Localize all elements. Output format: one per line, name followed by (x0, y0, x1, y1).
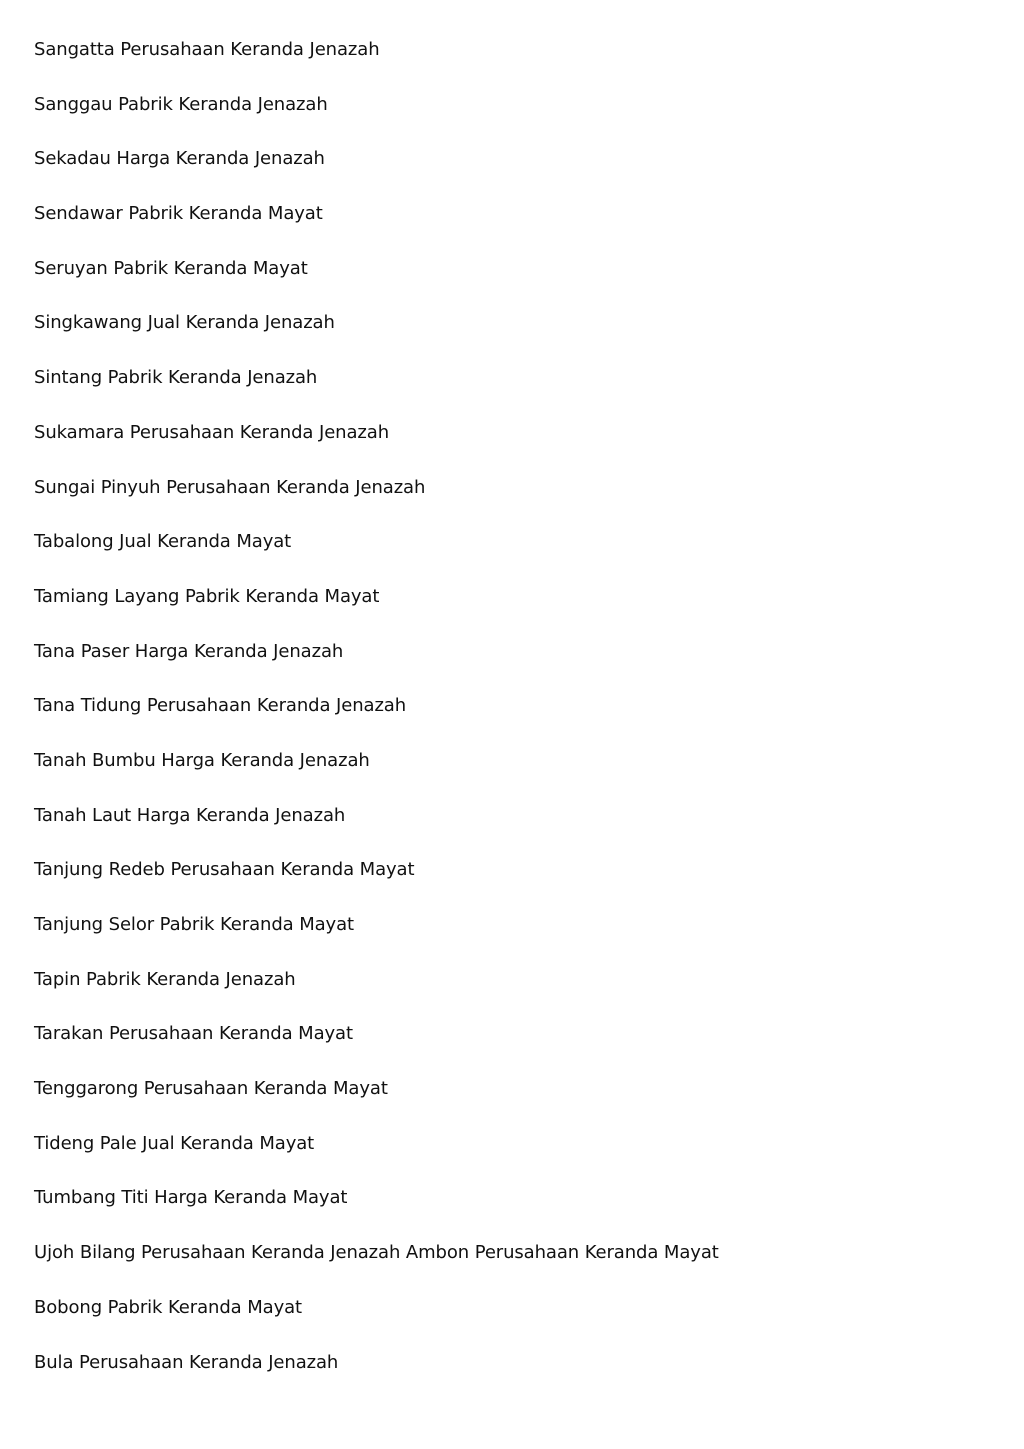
listing-line: Tamiang Layang Pabrik Keranda Mayat (34, 585, 380, 607)
listing-line: Tana Paser Harga Keranda Jenazah (34, 640, 344, 662)
listing-line: Bobong Pabrik Keranda Mayat (34, 1296, 303, 1318)
listing-line: Sendawar Pabrik Keranda Mayat (34, 203, 323, 225)
listing-line: Sintang Pabrik Keranda Jenazah (34, 367, 318, 389)
listing-line: Sekadau Harga Keranda Jenazah (34, 148, 325, 170)
listing-lines (34, 37, 719, 1404)
listing-line: Tenggarong Perusahaan Keranda Mayat (34, 1078, 388, 1100)
listing-line: Singkawang Jual Keranda Jenazah (34, 312, 335, 334)
listing-line: Sangatta Perusahaan Keranda Jenazah (34, 39, 380, 60)
listing-line: Tanjung Redeb Perusahaan Keranda Mayat (34, 859, 415, 881)
listing-line: Ujoh Bilang Perusahaan Keranda Jenazah Ambon Perusahaan Keranda Mayat (34, 1242, 719, 1264)
listing-line: Sukamara Perusahaan Keranda Jenazah (34, 421, 389, 443)
listing-line: Tabalong Jual Keranda Mayat (34, 531, 292, 553)
listing-line: Tana Tidung Perusahaan Keranda Jenazah (34, 695, 407, 717)
listing-line: Sanggau Pabrik Keranda Jenazah (34, 93, 328, 115)
listing-line: Seruyan Pabrik Keranda Mayat (34, 257, 308, 279)
listing-line: Bula Perusahaan Keranda Jenazah (34, 1351, 339, 1373)
listing-line: Tanah Bumbu Harga Keranda Jenazah (34, 749, 370, 771)
listing-line: Tumbang Titi Harga Keranda Mayat (34, 1187, 348, 1209)
listing-line: Tarakan Perusahaan Keranda Mayat (34, 1023, 353, 1045)
listing-line: Tanjung Selor Pabrik Keranda Mayat (34, 914, 355, 935)
listing-line: Tideng Pale Jual Keranda Mayat (34, 1132, 315, 1154)
listing-line: Sungai Pinyuh Perusahaan Keranda Jenazah (34, 476, 426, 498)
listing-line: Tanah Laut Harga Keranda Jenazah (34, 804, 346, 826)
listing-line: Tapin Pabrik Keranda Jenazah (34, 968, 296, 990)
